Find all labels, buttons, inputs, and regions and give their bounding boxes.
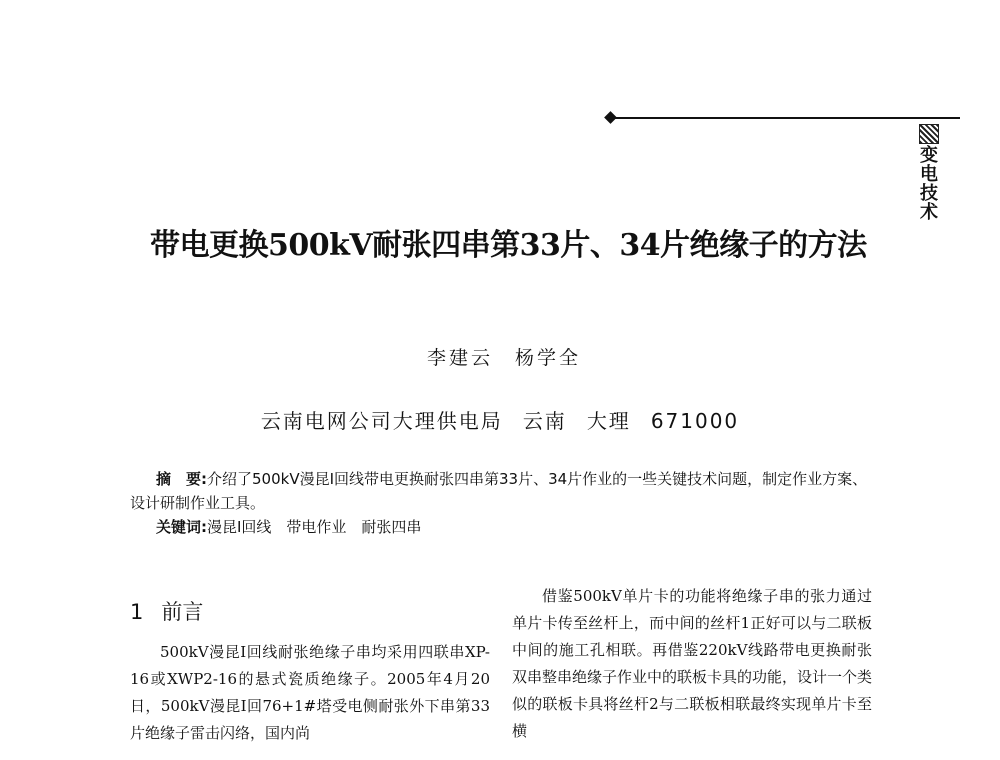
- journal-section-tag: [914, 124, 944, 222]
- affiliation-province: 云南: [522, 409, 567, 433]
- author-name: 杨学全: [515, 347, 582, 369]
- abstract-block: [130, 467, 878, 539]
- body-paragraph: 借鉴500kV单片卡的功能将绝缘子串的张力通过单片卡传至丝杆上，而中间的丝杆1正好可以与二联板中间的施工孔相联。再借鉴220kV线路带电更换耐张双串整串绝缘子作业中的联板卡具的功能，设计一个类似的联板卡具将丝杆2与二联板相联最终实现单片卡至横: [512, 587, 873, 740]
- affiliation-postcode: 671000: [650, 409, 740, 433]
- section-mark-icon: [919, 124, 939, 144]
- abstract-text: 介绍了500kV漫昆Ⅰ回线带电更换耐张四串第33片、34片作业的一些关键技术问题，制定作业方案、设计研制作业工具。: [130, 470, 868, 512]
- affiliation-org: 云南电网公司大理供电局: [260, 409, 503, 433]
- body-column-right: [512, 583, 872, 745]
- section-tag-char: 变: [920, 145, 938, 166]
- author-name: 李建云: [426, 347, 493, 369]
- section-heading: [130, 596, 203, 626]
- article-title: 带电更换500kV耐张四串第33片、34片绝缘子的方法: [150, 228, 867, 263]
- body-column-left: [130, 639, 490, 747]
- section-tag-text: [920, 146, 938, 222]
- header-rule: [612, 117, 960, 119]
- section-tag-char: 电: [920, 164, 938, 185]
- header-diamond: [604, 111, 617, 124]
- affiliation-line: [0, 405, 1000, 434]
- abstract-label: 摘 要:: [156, 470, 207, 488]
- section-number: 1: [130, 600, 144, 624]
- section-tag-char: 技: [920, 183, 938, 204]
- section-title: 前言: [161, 600, 204, 624]
- body-paragraph: 500kV漫昆Ⅰ回线耐张绝缘子串均采用四联串XP-16或XWP2-16的悬式瓷质绝缘子。2005年4月20日，500kV漫昆Ⅰ回76+1#塔受电侧耐张外下串第33片绝缘子雷击闪络，国内尚: [130, 643, 490, 742]
- author-list: [0, 343, 1000, 370]
- keywords-paragraph: [130, 515, 878, 539]
- keywords-label: 关键词:: [156, 518, 207, 536]
- abstract-paragraph: [130, 467, 878, 515]
- section-tag-char: 术: [920, 202, 938, 223]
- affiliation-city: 大理: [586, 409, 631, 433]
- keywords-text: 漫昆Ⅰ回线 带电作业 耐张四串: [207, 518, 422, 536]
